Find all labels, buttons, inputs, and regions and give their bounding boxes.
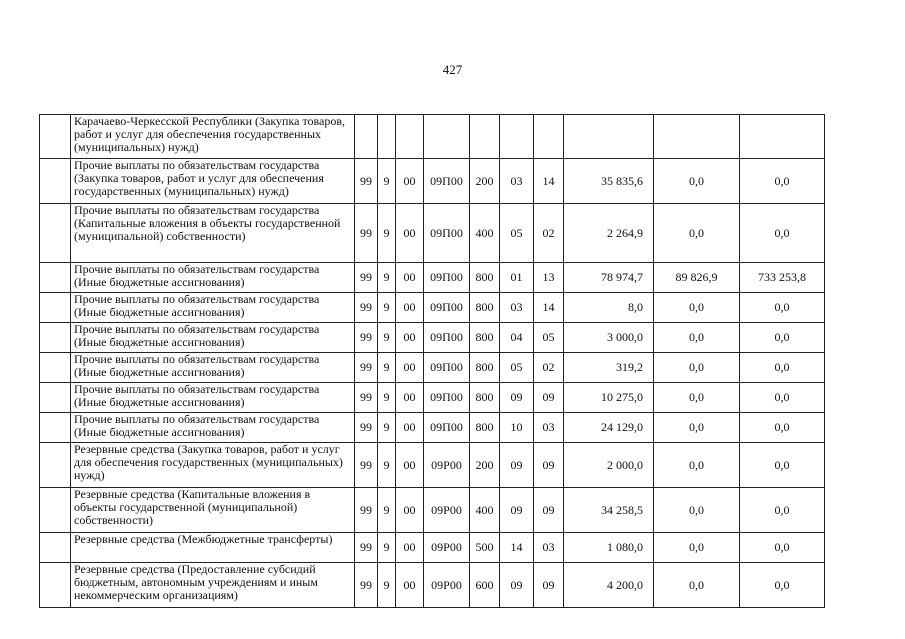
cell-c7: 14: [534, 293, 564, 323]
cell-c6: 05: [500, 353, 534, 383]
cell-c1: 99: [355, 159, 378, 204]
cell-c5: [470, 115, 500, 159]
table-row: [40, 443, 825, 488]
cell-c5: 800: [470, 293, 500, 323]
row-name-cell: Резервные средства (Межбюджетные трансферты): [71, 533, 355, 563]
row-number-cell: [40, 159, 71, 204]
row-name-cell: Прочие выплаты по обязательствам государства (Закупка товаров, работ и услуг для обеспечения государственных (муниципальных) нужд): [71, 159, 355, 204]
cell-c3: 00: [396, 443, 424, 488]
cell-c5: 500: [470, 533, 500, 563]
cell-c1: 99: [355, 443, 378, 488]
cell-v2: 0,0: [654, 353, 740, 383]
cell-c4: 09П00: [424, 353, 470, 383]
cell-c6: 09: [500, 563, 534, 608]
row-name-cell: Прочие выплаты по обязательствам государства (Капитальные вложения в объекты государственной (муниципальной) собственности): [71, 204, 355, 263]
cell-c4: [424, 115, 470, 159]
cell-v2: 0,0: [654, 323, 740, 353]
cell-v1: 319,2: [564, 353, 654, 383]
cell-c6: 04: [500, 323, 534, 353]
cell-c1: 99: [355, 383, 378, 413]
cell-c3: 00: [396, 293, 424, 323]
cell-v1: 3 000,0: [564, 323, 654, 353]
cell-v3: 0,0: [740, 353, 825, 383]
row-name-cell: Резервные средства (Закупка товаров, работ и услуг для обеспечения государственных (муниципальных) нужд): [71, 443, 355, 488]
row-number-cell: [40, 353, 71, 383]
cell-c5: 200: [470, 443, 500, 488]
cell-v2: 0,0: [654, 204, 740, 263]
cell-c7: 09: [534, 383, 564, 413]
cell-c6: 09: [500, 443, 534, 488]
row-name-cell: Резервные средства (Капитальные вложения в объекты государственной (муниципальной) собственности): [71, 488, 355, 533]
cell-v1: 8,0: [564, 293, 654, 323]
cell-v3: 733 253,8: [740, 263, 825, 293]
cell-c5: 800: [470, 353, 500, 383]
cell-v1: 10 275,0: [564, 383, 654, 413]
table-row: [40, 115, 825, 159]
cell-c6: 03: [500, 159, 534, 204]
cell-c2: 9: [378, 353, 396, 383]
cell-c6: 09: [500, 383, 534, 413]
cell-c6: 10: [500, 413, 534, 443]
cell-c2: 9: [378, 563, 396, 608]
cell-v1: 2 264,9: [564, 204, 654, 263]
cell-v1: 4 200,0: [564, 563, 654, 608]
cell-c1: 99: [355, 488, 378, 533]
cell-c2: 9: [378, 383, 396, 413]
cell-c2: 9: [378, 204, 396, 263]
cell-v3: 0,0: [740, 323, 825, 353]
cell-v3: 0,0: [740, 413, 825, 443]
cell-c1: 99: [355, 293, 378, 323]
budget-table: [39, 114, 825, 608]
row-name-cell: Резервные средства (Предоставление субсидий бюджетным, автономным учреждениям и иным некоммерческим организациям): [71, 563, 355, 608]
cell-c1: 99: [355, 533, 378, 563]
cell-v1: 1 080,0: [564, 533, 654, 563]
cell-c4: 09П00: [424, 383, 470, 413]
cell-c3: 00: [396, 263, 424, 293]
cell-c2: 9: [378, 323, 396, 353]
cell-c2: [378, 115, 396, 159]
cell-c6: 03: [500, 293, 534, 323]
cell-v2: 0,0: [654, 159, 740, 204]
row-number-cell: [40, 533, 71, 563]
cell-c2: 9: [378, 413, 396, 443]
row-name-cell: Прочие выплаты по обязательствам государства (Иные бюджетные ассигнования): [71, 413, 355, 443]
cell-v1: 35 835,6: [564, 159, 654, 204]
row-number-cell: [40, 383, 71, 413]
cell-c7: 03: [534, 533, 564, 563]
table-row: [40, 563, 825, 608]
cell-c5: 600: [470, 563, 500, 608]
cell-c3: 00: [396, 204, 424, 263]
cell-c7: 02: [534, 353, 564, 383]
cell-c7: 09: [534, 488, 564, 533]
cell-v2: [654, 115, 740, 159]
cell-c7: 14: [534, 159, 564, 204]
cell-c6: 05: [500, 204, 534, 263]
row-name-cell: Прочие выплаты по обязательствам государства (Иные бюджетные ассигнования): [71, 293, 355, 323]
cell-c1: 99: [355, 323, 378, 353]
cell-v3: [740, 115, 825, 159]
cell-c2: 9: [378, 263, 396, 293]
cell-v3: 0,0: [740, 383, 825, 413]
cell-c3: 00: [396, 488, 424, 533]
cell-c1: [355, 115, 378, 159]
cell-c1: 99: [355, 263, 378, 293]
page-number: 427: [442, 62, 463, 77]
cell-v1: 78 974,7: [564, 263, 654, 293]
cell-v3: 0,0: [740, 204, 825, 263]
cell-c4: 09П00: [424, 413, 470, 443]
row-name-cell: Прочие выплаты по обязательствам государства (Иные бюджетные ассигнования): [71, 323, 355, 353]
cell-v1: 34 258,5: [564, 488, 654, 533]
table-row: [40, 353, 825, 383]
cell-c5: 400: [470, 204, 500, 263]
cell-c5: 200: [470, 159, 500, 204]
cell-v1: 2 000,0: [564, 443, 654, 488]
cell-v3: 0,0: [740, 293, 825, 323]
row-name-cell: Прочие выплаты по обязательствам государства (Иные бюджетные ассигнования): [71, 353, 355, 383]
cell-c5: 400: [470, 488, 500, 533]
cell-c5: 800: [470, 383, 500, 413]
row-number-cell: [40, 293, 71, 323]
table-row: [40, 159, 825, 204]
row-number-cell: [40, 443, 71, 488]
cell-c2: 9: [378, 443, 396, 488]
cell-v2: 0,0: [654, 383, 740, 413]
cell-c3: 00: [396, 383, 424, 413]
cell-v2: 89 826,9: [654, 263, 740, 293]
cell-c1: 99: [355, 413, 378, 443]
cell-c3: 00: [396, 413, 424, 443]
row-number-cell: [40, 263, 71, 293]
cell-c6: 01: [500, 263, 534, 293]
cell-c4: 09Р00: [424, 533, 470, 563]
cell-v2: 0,0: [654, 293, 740, 323]
cell-c7: [534, 115, 564, 159]
cell-v1: 24 129,0: [564, 413, 654, 443]
cell-c6: 14: [500, 533, 534, 563]
table-row: [40, 533, 825, 563]
cell-v1: [564, 115, 654, 159]
cell-c4: 09П00: [424, 204, 470, 263]
cell-v3: 0,0: [740, 159, 825, 204]
row-number-cell: [40, 204, 71, 263]
table-row: [40, 323, 825, 353]
table-row: [40, 413, 825, 443]
cell-c7: 09: [534, 443, 564, 488]
cell-c7: 02: [534, 204, 564, 263]
table-row: [40, 383, 825, 413]
cell-c3: 00: [396, 353, 424, 383]
cell-c3: 00: [396, 159, 424, 204]
cell-c3: 00: [396, 533, 424, 563]
cell-c4: 09Р00: [424, 443, 470, 488]
cell-c4: 09П00: [424, 263, 470, 293]
cell-c6: 09: [500, 488, 534, 533]
cell-c1: 99: [355, 563, 378, 608]
cell-v2: 0,0: [654, 533, 740, 563]
cell-c4: 09П00: [424, 293, 470, 323]
cell-c4: 09Р00: [424, 488, 470, 533]
row-name-cell: Прочие выплаты по обязательствам государства (Иные бюджетные ассигнования): [71, 383, 355, 413]
table-body: [40, 115, 825, 608]
row-number-cell: [40, 413, 71, 443]
table-row: [40, 263, 825, 293]
cell-c3: 00: [396, 563, 424, 608]
cell-c2: 9: [378, 293, 396, 323]
cell-c2: 9: [378, 533, 396, 563]
cell-v3: 0,0: [740, 443, 825, 488]
table-row: [40, 293, 825, 323]
row-number-cell: [40, 563, 71, 608]
row-name-cell: Прочие выплаты по обязательствам государства (Иные бюджетные ассигнования): [71, 263, 355, 293]
cell-v2: 0,0: [654, 413, 740, 443]
row-number-cell: [40, 115, 71, 159]
cell-c7: 05: [534, 323, 564, 353]
cell-c4: 09П00: [424, 159, 470, 204]
cell-c2: 9: [378, 159, 396, 204]
cell-c3: 00: [396, 323, 424, 353]
cell-c1: 99: [355, 204, 378, 263]
cell-c7: 09: [534, 563, 564, 608]
cell-v2: 0,0: [654, 563, 740, 608]
row-number-cell: [40, 488, 71, 533]
cell-c5: 800: [470, 323, 500, 353]
cell-c2: 9: [378, 488, 396, 533]
cell-v2: 0,0: [654, 443, 740, 488]
cell-v2: 0,0: [654, 488, 740, 533]
table-row: [40, 488, 825, 533]
cell-v3: 0,0: [740, 563, 825, 608]
cell-c6: [500, 115, 534, 159]
row-number-cell: [40, 323, 71, 353]
cell-c5: 800: [470, 413, 500, 443]
cell-c4: 09Р00: [424, 563, 470, 608]
cell-c7: 13: [534, 263, 564, 293]
table-row: [40, 204, 825, 263]
cell-c1: 99: [355, 353, 378, 383]
cell-c7: 03: [534, 413, 564, 443]
row-name-cell: Карачаево-Черкесской Республики (Закупка товаров, работ и услуг для обеспечения государственных (муниципальных) нужд): [71, 115, 355, 159]
cell-c3: [396, 115, 424, 159]
cell-v3: 0,0: [740, 533, 825, 563]
cell-v3: 0,0: [740, 488, 825, 533]
cell-c4: 09П00: [424, 323, 470, 353]
cell-c5: 800: [470, 263, 500, 293]
